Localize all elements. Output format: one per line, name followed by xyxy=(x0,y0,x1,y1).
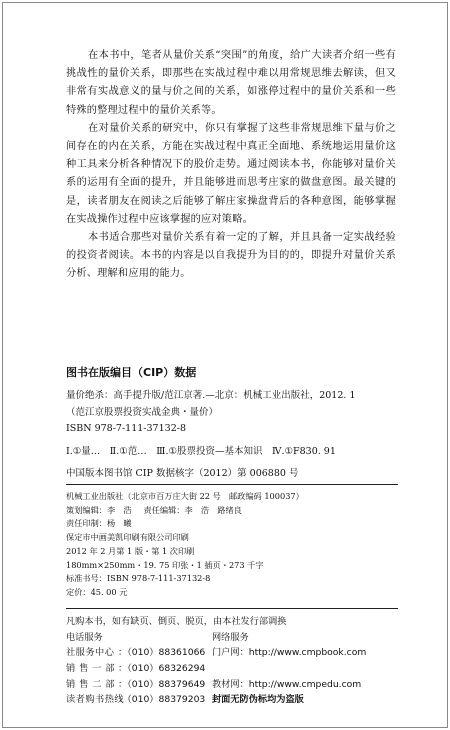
service-row-web: 门户网：http://www.cmpbook.com xyxy=(212,647,367,659)
service-row xyxy=(66,692,406,708)
service-row-label: 销 售 二 部 xyxy=(66,678,116,690)
service-row xyxy=(66,645,406,661)
format-line: 180mm×250mm・19. 75 印张・1 插页・273 千字 xyxy=(66,559,264,570)
service-heads xyxy=(66,630,406,646)
cip-block xyxy=(66,387,406,483)
intro-paragraph: 在本书中，笔者从量价关系“突围”的角度，给广大读者介绍一些有挑战性的量价关系，即那些在实战过程中难以用常规思维去解读，但又非常有实战意义的量与价之间的关系，如涨停过程中的量价关系和一些特殊的整理过程中的量价关系等。 xyxy=(66,50,396,116)
service-row xyxy=(66,677,406,693)
service-row-label: 销 售 一 部 xyxy=(66,663,116,675)
service-row-phone: ：（010）68326294 xyxy=(118,663,206,675)
cip-line: （范江京股票投资实战金典・量价） xyxy=(66,407,219,418)
service-row-phone: ：（010）88379649 xyxy=(118,678,206,690)
notice-line: 凡购本书，如有缺页、倒页、脱页，由本社发行部调换 xyxy=(66,616,287,627)
divider xyxy=(66,608,398,609)
cip-line: ISBN 978-7-111-37132-8 xyxy=(66,423,186,434)
intro-paragraph: 本书适合那些对量价关系有着一定的了解，并且具备一定实战经验的投资者阅读。本书的内容是以自我提升为目的的，即提升对量价关系分析、理解和应用的能力。 xyxy=(66,232,396,280)
publisher-block xyxy=(66,490,396,600)
responsible-editor: 责任编辑：李 浩 路绪良 xyxy=(143,504,242,515)
divider xyxy=(66,484,398,485)
intro-paragraph: 在对量价关系的研究中，你只有掌握了这些非常规思维下量与价之间存在的内在关系，方能在实战过程中真正全面地、系统地运用量价这种工具来分析各种情况下的股价走势。通过阅读本书，你能够对量价关系的运用有全面的提升，并且能够进而思考庄家的做盘意图。最关键的是，读者朋友在阅读之后能够了解庄家操盘背后的各种意图，能够掌握在实战操作过程中应该掌握的应对策略。 xyxy=(66,122,396,225)
service-row-web: 教材网：http://www.cmpedu.com xyxy=(212,678,362,690)
print-supervisor: 责任印制：杨 曦 xyxy=(66,518,132,529)
service-row xyxy=(66,661,406,677)
service-row-phone: ：（010）88379203 xyxy=(118,694,206,706)
isbn-line: 标准书号：ISBN 978-7-111-37132-8 xyxy=(66,573,211,584)
service-block xyxy=(66,614,406,708)
service-row-phone: ：（010）88361066 xyxy=(118,647,206,659)
net-service-head: 网络服务 xyxy=(212,631,249,643)
service-row-label: 读者购书热线 xyxy=(66,694,125,706)
service-row-label: 社服务中心 xyxy=(66,647,115,659)
planning-editor: 策划编辑：李 浩 xyxy=(66,504,132,515)
cip-title: 图书在版编目（CIP）数据 xyxy=(66,366,197,379)
printer-line: 保定市中画美凯印刷有限公司印刷 xyxy=(66,532,189,543)
intro-section xyxy=(66,47,396,284)
phone-service-head: 电话服务 xyxy=(66,631,103,643)
cip-line: 中国版本图书馆 CIP 数据核字（2012）第 006880 号 xyxy=(66,468,299,479)
edition-line: 2012 年 2 月第 1 版・第 1 次印刷 xyxy=(66,545,195,556)
publisher-line: 机械工业出版社（北京市百万庄大街 22 号 邮政编码 100037） xyxy=(66,491,304,501)
cip-line: Ⅰ.①量… Ⅱ.①范… Ⅲ.①股票投资—基本知识 Ⅳ.①F830. 91 xyxy=(66,446,336,457)
anti-counterfeit-note: 封面无防伪标均为盗版 xyxy=(212,694,304,706)
editor-line xyxy=(66,504,396,518)
cip-line: 量价绝杀：高手提升版/范江京著.—北京：机械工业出版社，2012. 1 xyxy=(66,390,356,401)
price-line: 定价：45. 00 元 xyxy=(66,586,128,597)
